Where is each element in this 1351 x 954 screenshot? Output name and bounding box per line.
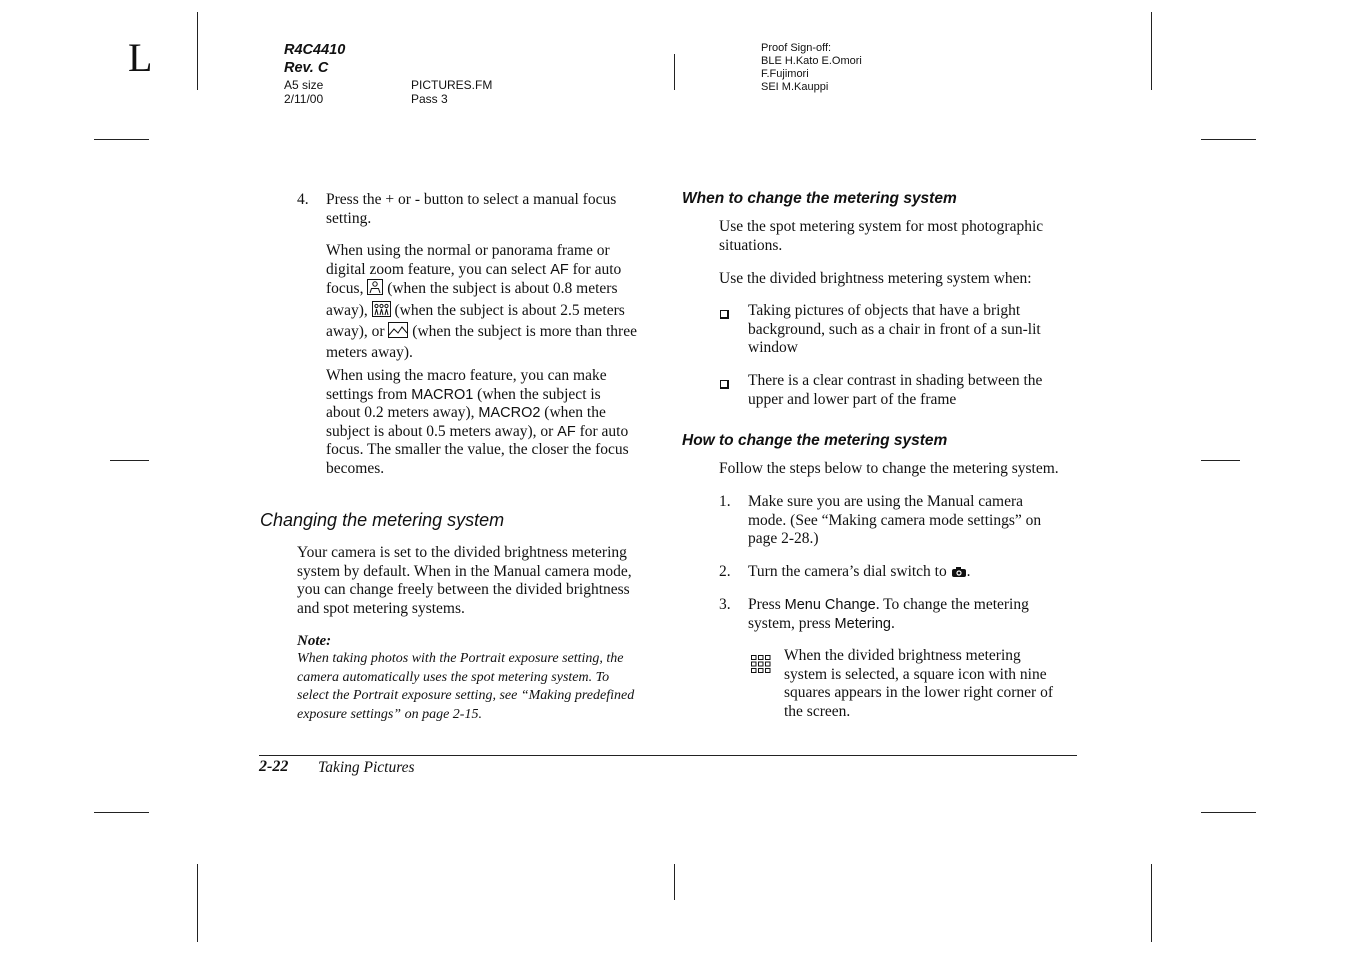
text-line	[748, 615, 1088, 634]
macro-paragraph	[326, 367, 666, 478]
section-heading: Changing the metering system	[260, 510, 505, 530]
crop-mark	[94, 812, 149, 813]
text-line: window	[748, 339, 798, 356]
text-span: .	[890, 614, 895, 632]
step-number: 3.	[719, 596, 731, 613]
text-line	[326, 423, 666, 442]
text-span: (when the	[540, 404, 606, 421]
crop-mark	[197, 864, 198, 942]
text-line: page 2-28.)	[748, 530, 819, 547]
revision: Rev. C	[284, 60, 329, 76]
text-span: (when the subject is about 0.8 meters	[383, 280, 618, 297]
text-line: system is selected, a square icon with nine	[784, 665, 1047, 683]
text-span: away), or	[326, 323, 389, 340]
text-line: Your camera is set to the divided brightness metering	[297, 544, 627, 561]
page-size: A5 size	[284, 78, 324, 92]
step-number: 4.	[297, 191, 309, 208]
text-line	[748, 596, 1088, 615]
text-line: Press the + or - button to select a manual focus	[326, 191, 617, 208]
text-line: meters away).	[326, 343, 413, 361]
af-label: AF	[550, 261, 569, 278]
metering-label: Metering	[834, 615, 891, 632]
text-span: Press	[748, 596, 785, 613]
text-span: for auto	[568, 260, 622, 278]
page-number: 2-22	[259, 758, 289, 775]
icon-note-paragraph	[784, 647, 1094, 721]
proof-line: Proof Sign-off:	[761, 42, 832, 54]
text-line: Use the spot metering system for most photographic	[719, 218, 1044, 235]
text-line: When using the normal or panorama frame or	[326, 242, 610, 259]
text-line: background, such as a chair in front of a sun-lit	[748, 320, 1041, 338]
focus-paragraph	[326, 242, 666, 362]
person-focus-icon	[367, 279, 383, 301]
crop-mark	[197, 12, 198, 90]
camera-icon	[951, 565, 967, 584]
text-line: There is a clear contrast in shading between the	[748, 372, 1043, 389]
text-line: situations.	[719, 236, 783, 254]
bullet-icon	[720, 306, 729, 325]
text-line: mode. (See “Making camera mode settings” on	[748, 511, 1042, 529]
crop-mark	[110, 460, 149, 461]
heading-when: When to change the metering system	[682, 190, 957, 207]
step-1-text	[748, 493, 1088, 549]
text-line: When using the macro feature, you can make	[326, 367, 607, 384]
text-line: camera automatically uses the spot metering system. To	[297, 669, 610, 685]
text-line	[326, 279, 666, 301]
text-line: the screen.	[784, 702, 851, 720]
crop-mark	[1201, 812, 1256, 813]
proof-line: F.Fujimori	[761, 68, 809, 80]
menu-change-label: Menu Change	[784, 597, 876, 613]
crop-mark	[1201, 139, 1256, 140]
step-number: 2.	[719, 563, 731, 580]
text-span: system, press	[748, 614, 835, 632]
text-line: system by default. When in the Manual camera mode,	[297, 562, 632, 580]
text-line	[326, 404, 666, 423]
pass-number: Pass 3	[411, 92, 448, 106]
step-number: 1.	[719, 493, 731, 510]
footer-rule	[259, 755, 1077, 756]
bullet-item	[748, 302, 1088, 358]
crop-mark	[674, 54, 675, 90]
af-label: AF	[557, 423, 576, 440]
text-line: select the Portrait exposure setting, see “Making predefined	[297, 688, 635, 704]
text-span: . To change the metering	[875, 596, 1029, 613]
crop-mark	[1201, 460, 1240, 461]
text-line: Taking pictures of objects that have a bright	[748, 302, 1021, 319]
text-line: exposure settings” on page 2-15.	[297, 707, 482, 723]
file-name: PICTURES.FM	[411, 78, 493, 92]
crop-mark	[1151, 864, 1152, 942]
proof-signoff	[761, 42, 862, 94]
intro-paragraph	[297, 544, 667, 618]
text-span: focus,	[326, 280, 368, 297]
text-line: and spot metering systems.	[297, 599, 465, 617]
landscape-focus-icon	[388, 322, 408, 344]
text-span: settings from	[326, 385, 412, 403]
step-2-text	[748, 563, 1088, 584]
text-line: When taking photos with the Portrait exposure setting, the	[297, 651, 624, 666]
text-span: (when the subject is	[473, 385, 601, 403]
text-line	[326, 322, 666, 344]
chapter-title: Taking Pictures	[318, 759, 415, 776]
note-text	[297, 650, 667, 725]
note-label: Note:	[297, 633, 332, 649]
doc-date: 2/11/00	[284, 92, 324, 106]
text-span: (when the subject is about 2.5 meters	[390, 301, 625, 319]
text-line	[326, 386, 666, 405]
text-line: you can change freely between the divided brightness	[297, 581, 630, 598]
text-span: for auto	[575, 422, 629, 440]
text-line	[326, 261, 666, 280]
text-span: subject is about 0.5 meters away), or	[326, 422, 558, 440]
follow-paragraph: Follow the steps below to change the metering system.	[719, 460, 1059, 477]
bullet-icon	[720, 376, 729, 395]
text-line: setting.	[326, 209, 372, 227]
corner-letter: L	[128, 35, 153, 80]
group-focus-icon	[372, 301, 391, 323]
text-line: upper and lower part of the frame	[748, 390, 957, 408]
text-line: focus. The smaller the value, the closer the focus	[326, 441, 629, 458]
nine-squares-metering-icon	[750, 654, 772, 680]
text-line: When the divided brightness metering	[784, 647, 1021, 664]
step-4-text	[326, 191, 666, 228]
crop-mark	[94, 139, 149, 140]
crop-mark	[1151, 12, 1152, 90]
proof-line: SEI M.Kauppi	[761, 81, 829, 93]
crop-mark	[674, 864, 675, 900]
text-span: .	[966, 563, 971, 580]
text-line: Make sure you are using the Manual camera	[748, 493, 1024, 510]
text-span: digital zoom feature, you can select	[326, 260, 551, 278]
text-line	[326, 301, 666, 323]
doc-code: R4C4410	[284, 42, 346, 58]
text-span: about 0.2 meters away),	[326, 404, 479, 421]
spot-paragraph	[719, 218, 1089, 255]
text-line: squares appears in the lower right corner of	[784, 684, 1053, 701]
proof-line: BLE H.Kato E.Omori	[761, 55, 862, 67]
heading-how: How to change the metering system	[682, 432, 948, 449]
text-line: becomes.	[326, 459, 385, 477]
macro1-label: MACRO1	[411, 386, 474, 403]
text-span: Turn the camera’s dial switch to	[748, 563, 951, 580]
text-span: (when the subject is more than three	[408, 323, 637, 340]
text-span: away),	[326, 301, 372, 319]
macro2-label: MACRO2	[478, 405, 541, 421]
step-3-text	[748, 596, 1088, 633]
divided-paragraph: Use the divided brightness metering system when:	[719, 270, 1032, 287]
bullet-item	[748, 372, 1088, 409]
